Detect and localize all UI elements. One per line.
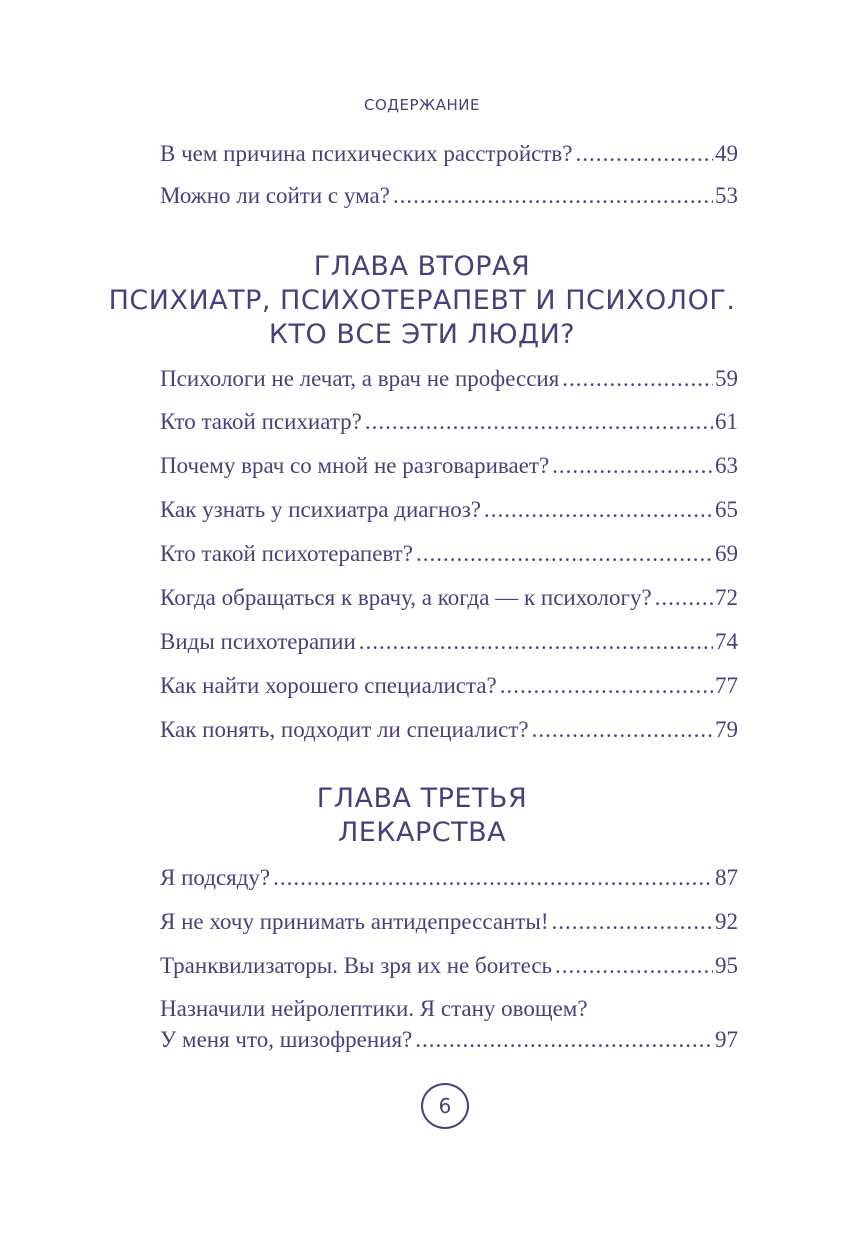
dot-leader (552, 908, 714, 936)
toc-entry-title: Виды психотерапии (160, 629, 356, 654)
toc-entry-title: Когда обращаться к врачу, а когда — к психологу? (160, 585, 652, 610)
toc-entry (160, 628, 738, 656)
chapter-label: ГЛАВА ВТОРАЯ (313, 251, 531, 282)
toc-entry-page: 79 (715, 717, 738, 742)
toc-entry-page: 87 (715, 865, 738, 890)
chapter-label: ГЛАВА ТРЕТЬЯ (316, 783, 528, 814)
dot-leader (416, 540, 713, 568)
toc-entry-page: 53 (715, 183, 738, 208)
toc-entry (160, 140, 738, 168)
toc-entry-page: 95 (715, 953, 738, 978)
toc-entry-page: 92 (715, 909, 738, 934)
toc-entry-title: Кто такой психиатр? (160, 409, 362, 434)
toc-entry-title: Психологи не лечат, а врач не профессия (160, 366, 560, 391)
toc-entry (160, 716, 738, 744)
toc-entry-page: 77 (715, 673, 738, 698)
toc-entry (160, 496, 738, 524)
toc-entry-title: Я подсяду? (160, 865, 271, 890)
toc-entry (160, 584, 738, 612)
toc-entry (160, 452, 738, 480)
toc-entry (160, 952, 738, 980)
toc-entry-title-line1: Назначили нейролептики. Я стану овощем? (160, 996, 588, 1021)
dot-leader (484, 496, 713, 524)
toc-entry-page: 74 (715, 629, 738, 654)
toc-entry-title: Как понять, подходит ли специалист? (160, 717, 529, 742)
toc-entry-page: 97 (715, 1027, 738, 1052)
dot-leader (532, 716, 713, 744)
toc-entry-page: 72 (715, 585, 738, 610)
dot-leader (359, 628, 713, 656)
dot-leader (500, 672, 713, 700)
toc-entry-title-line2: У меня что, шизофрения? (160, 1027, 413, 1052)
toc-entry (160, 864, 738, 892)
chapter-title: ПСИХИАТР, ПСИХОТЕРАПЕВТ И ПСИХОЛОГ. (108, 285, 736, 316)
toc-entry (160, 672, 738, 700)
dot-leader (273, 864, 713, 892)
chapter-title: ЛЕКАРСТВА (337, 817, 507, 848)
toc-entry-page: 65 (715, 497, 738, 522)
page-number-text: 6 (438, 1094, 452, 1118)
toc-entry (160, 182, 738, 210)
toc-entry-page: 59 (715, 366, 738, 391)
toc-entry-title: Можно ли сойти с ума? (160, 183, 390, 208)
toc-entry (160, 365, 738, 393)
dot-leader (562, 365, 713, 393)
dot-leader (575, 140, 713, 168)
page-number (421, 1083, 469, 1129)
toc-entry (160, 540, 738, 568)
running-header: СОДЕРЖАНИЕ (364, 96, 480, 114)
toc-entry-title: В чем причина психических расстройств? (160, 141, 573, 166)
toc-entry-title: Как узнать у психиатра диагноз? (160, 497, 482, 522)
toc-entry-title: Транквилизаторы. Вы зря их не боитесь (160, 953, 553, 978)
dot-leader (552, 452, 713, 480)
dot-leader (393, 182, 713, 210)
toc-entry-page: 61 (715, 409, 738, 434)
toc-entry-title: Я не хочу принимать антидепрессанты! (160, 909, 549, 934)
dot-leader (415, 1026, 713, 1054)
dot-leader (365, 408, 713, 436)
dot-leader (655, 584, 713, 612)
toc-entry (160, 408, 738, 436)
toc-entry-page: 69 (715, 541, 738, 566)
chapter-subtitle: КТО ВСЕ ЭТИ ЛЮДИ? (268, 319, 576, 350)
toc-entry (160, 1026, 738, 1054)
toc-entry-page: 49 (715, 141, 738, 166)
toc-entry-title: Почему врач со мной не разговаривает? (160, 453, 550, 478)
toc-entry-title: Как найти хорошего специалиста? (160, 673, 497, 698)
toc-entry (160, 908, 738, 936)
dot-leader (555, 952, 713, 980)
toc-entry-title: Кто такой психотерапевт? (160, 541, 413, 566)
toc-entry-page: 63 (715, 453, 738, 478)
